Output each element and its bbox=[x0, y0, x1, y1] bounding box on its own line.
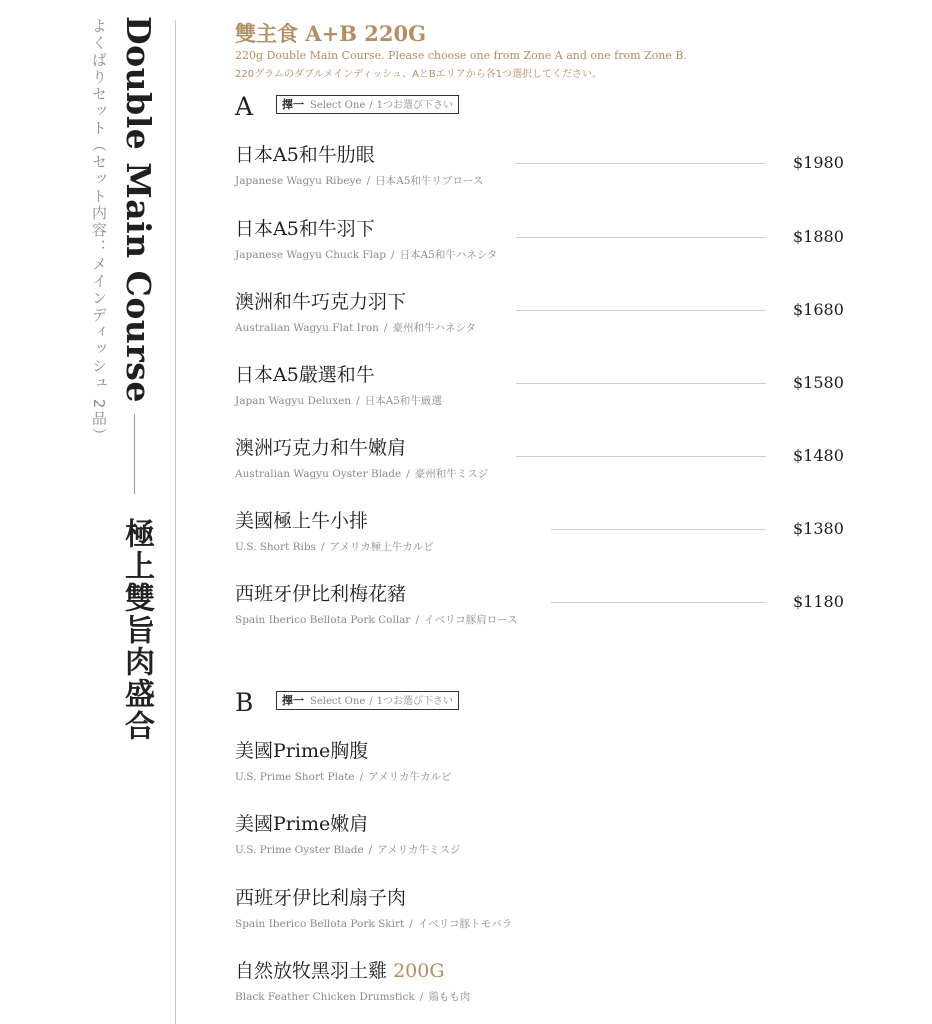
item-price: $1880 bbox=[793, 227, 844, 246]
item-name: 美國Prime嫩肩 bbox=[235, 813, 369, 835]
item-subtitle: Black Feather Chicken Drumstick / 鶏もも肉 bbox=[235, 991, 471, 1003]
menu-item bbox=[235, 437, 855, 487]
menu-item bbox=[235, 887, 855, 937]
item-price: $1380 bbox=[793, 519, 844, 538]
menu-section-title: 雙主食 A+B 220G bbox=[235, 21, 427, 46]
badge-pick-label: 擇一 bbox=[282, 694, 304, 707]
select-one-badge bbox=[276, 95, 459, 114]
menu-item bbox=[235, 291, 855, 341]
item-subtitle: Australian Wagyu Oyster Blade / 豪州和牛ミスジ bbox=[235, 468, 489, 480]
item-price: $1480 bbox=[793, 446, 844, 465]
menu-item bbox=[235, 960, 855, 1010]
leader-line bbox=[551, 602, 766, 603]
item-name: 澳洲巧克力和牛嫩肩 bbox=[235, 437, 407, 459]
item-price: $1180 bbox=[793, 592, 844, 611]
item-name: 日本A5和牛羽下 bbox=[235, 218, 375, 240]
zone-letter: B bbox=[235, 688, 254, 717]
item-name: 自然放牧黑羽土雞 200G bbox=[235, 960, 445, 982]
menu-item bbox=[235, 740, 855, 790]
item-name: 日本A5嚴選和牛 bbox=[235, 364, 375, 386]
badge-separator: / bbox=[369, 696, 373, 707]
item-name: 澳洲和牛巧克力羽下 bbox=[235, 291, 407, 313]
menu-item bbox=[235, 364, 855, 414]
menu-item bbox=[235, 583, 855, 633]
item-name: 日本A5和牛肋眼 bbox=[235, 144, 375, 166]
item-price: $1980 bbox=[793, 153, 844, 172]
item-subtitle: Australian Wagyu Flat Iron / 豪州和牛ハネシタ bbox=[235, 322, 477, 334]
leader-line bbox=[516, 237, 766, 238]
menu-subtitle-japanese: 220グラムのダブルメインディッシュ、AとBエリアから各1つ選択してください。 bbox=[235, 69, 603, 80]
badge-separator: / bbox=[369, 100, 373, 111]
item-weight: 200G bbox=[393, 960, 445, 982]
menu-subtitle-english: 220g Double Main Course. Please choose one from Zone A and one from Zone B. bbox=[235, 49, 687, 62]
item-subtitle: Japanese Wagyu Ribeye / 日本A5和牛リブロース bbox=[235, 175, 484, 187]
badge-japanese: 1つお選び下さい bbox=[376, 696, 453, 707]
item-subtitle: U.S. Prime Oyster Blade / アメリカ牛ミスジ bbox=[235, 844, 461, 856]
item-price: $1580 bbox=[793, 373, 844, 392]
item-subtitle: Japan Wagyu Deluxen / 日本A5和牛厳選 bbox=[235, 395, 442, 407]
leader-line bbox=[516, 310, 766, 311]
menu-item bbox=[235, 218, 855, 268]
leader-line bbox=[516, 383, 766, 384]
badge-english: Select One bbox=[310, 100, 366, 111]
item-price: $1680 bbox=[793, 300, 844, 319]
zone-letter: A bbox=[235, 92, 254, 121]
item-subtitle: U.S. Short Ribs / アメリカ極上牛カルビ bbox=[235, 541, 434, 553]
badge-english: Select One bbox=[310, 696, 366, 707]
item-subtitle: Spain Iberico Bellota Pork Skirt / イベリコ豚トモバラ bbox=[235, 918, 513, 930]
item-name: 美國極上牛小排 bbox=[235, 510, 369, 532]
leader-line bbox=[551, 529, 766, 530]
item-name: 西班牙伊比利梅花豬 bbox=[235, 583, 407, 605]
english-course-title: Double Main Course bbox=[119, 16, 158, 403]
item-name: 西班牙伊比利扇子肉 bbox=[235, 887, 407, 909]
item-subtitle: Japanese Wagyu Chuck Flap / 日本A5和牛ハネシタ bbox=[235, 249, 498, 261]
select-one-badge bbox=[276, 691, 459, 710]
menu-item bbox=[235, 510, 855, 560]
item-subtitle: U.S. Prime Short Plate / アメリカ牛カルビ bbox=[235, 771, 452, 783]
badge-japanese: 1つお選び下さい bbox=[376, 100, 453, 111]
title-rule bbox=[134, 414, 135, 494]
menu-item bbox=[235, 813, 855, 863]
leader-line bbox=[516, 163, 766, 164]
chinese-course-title: 極上雙旨肉盛合 bbox=[119, 518, 154, 742]
item-name: 美國Prime胸腹 bbox=[235, 740, 369, 762]
item-subtitle: Spain Iberico Bellota Pork Collar / イベリコ豚肩ロース bbox=[235, 614, 518, 626]
badge-pick-label: 擇一 bbox=[282, 98, 304, 111]
menu-item bbox=[235, 144, 855, 194]
vertical-divider bbox=[175, 20, 176, 1024]
japanese-set-title: よくばりセット（セット内容：メインディッシュ 2品） bbox=[90, 18, 108, 445]
leader-line bbox=[516, 456, 766, 457]
